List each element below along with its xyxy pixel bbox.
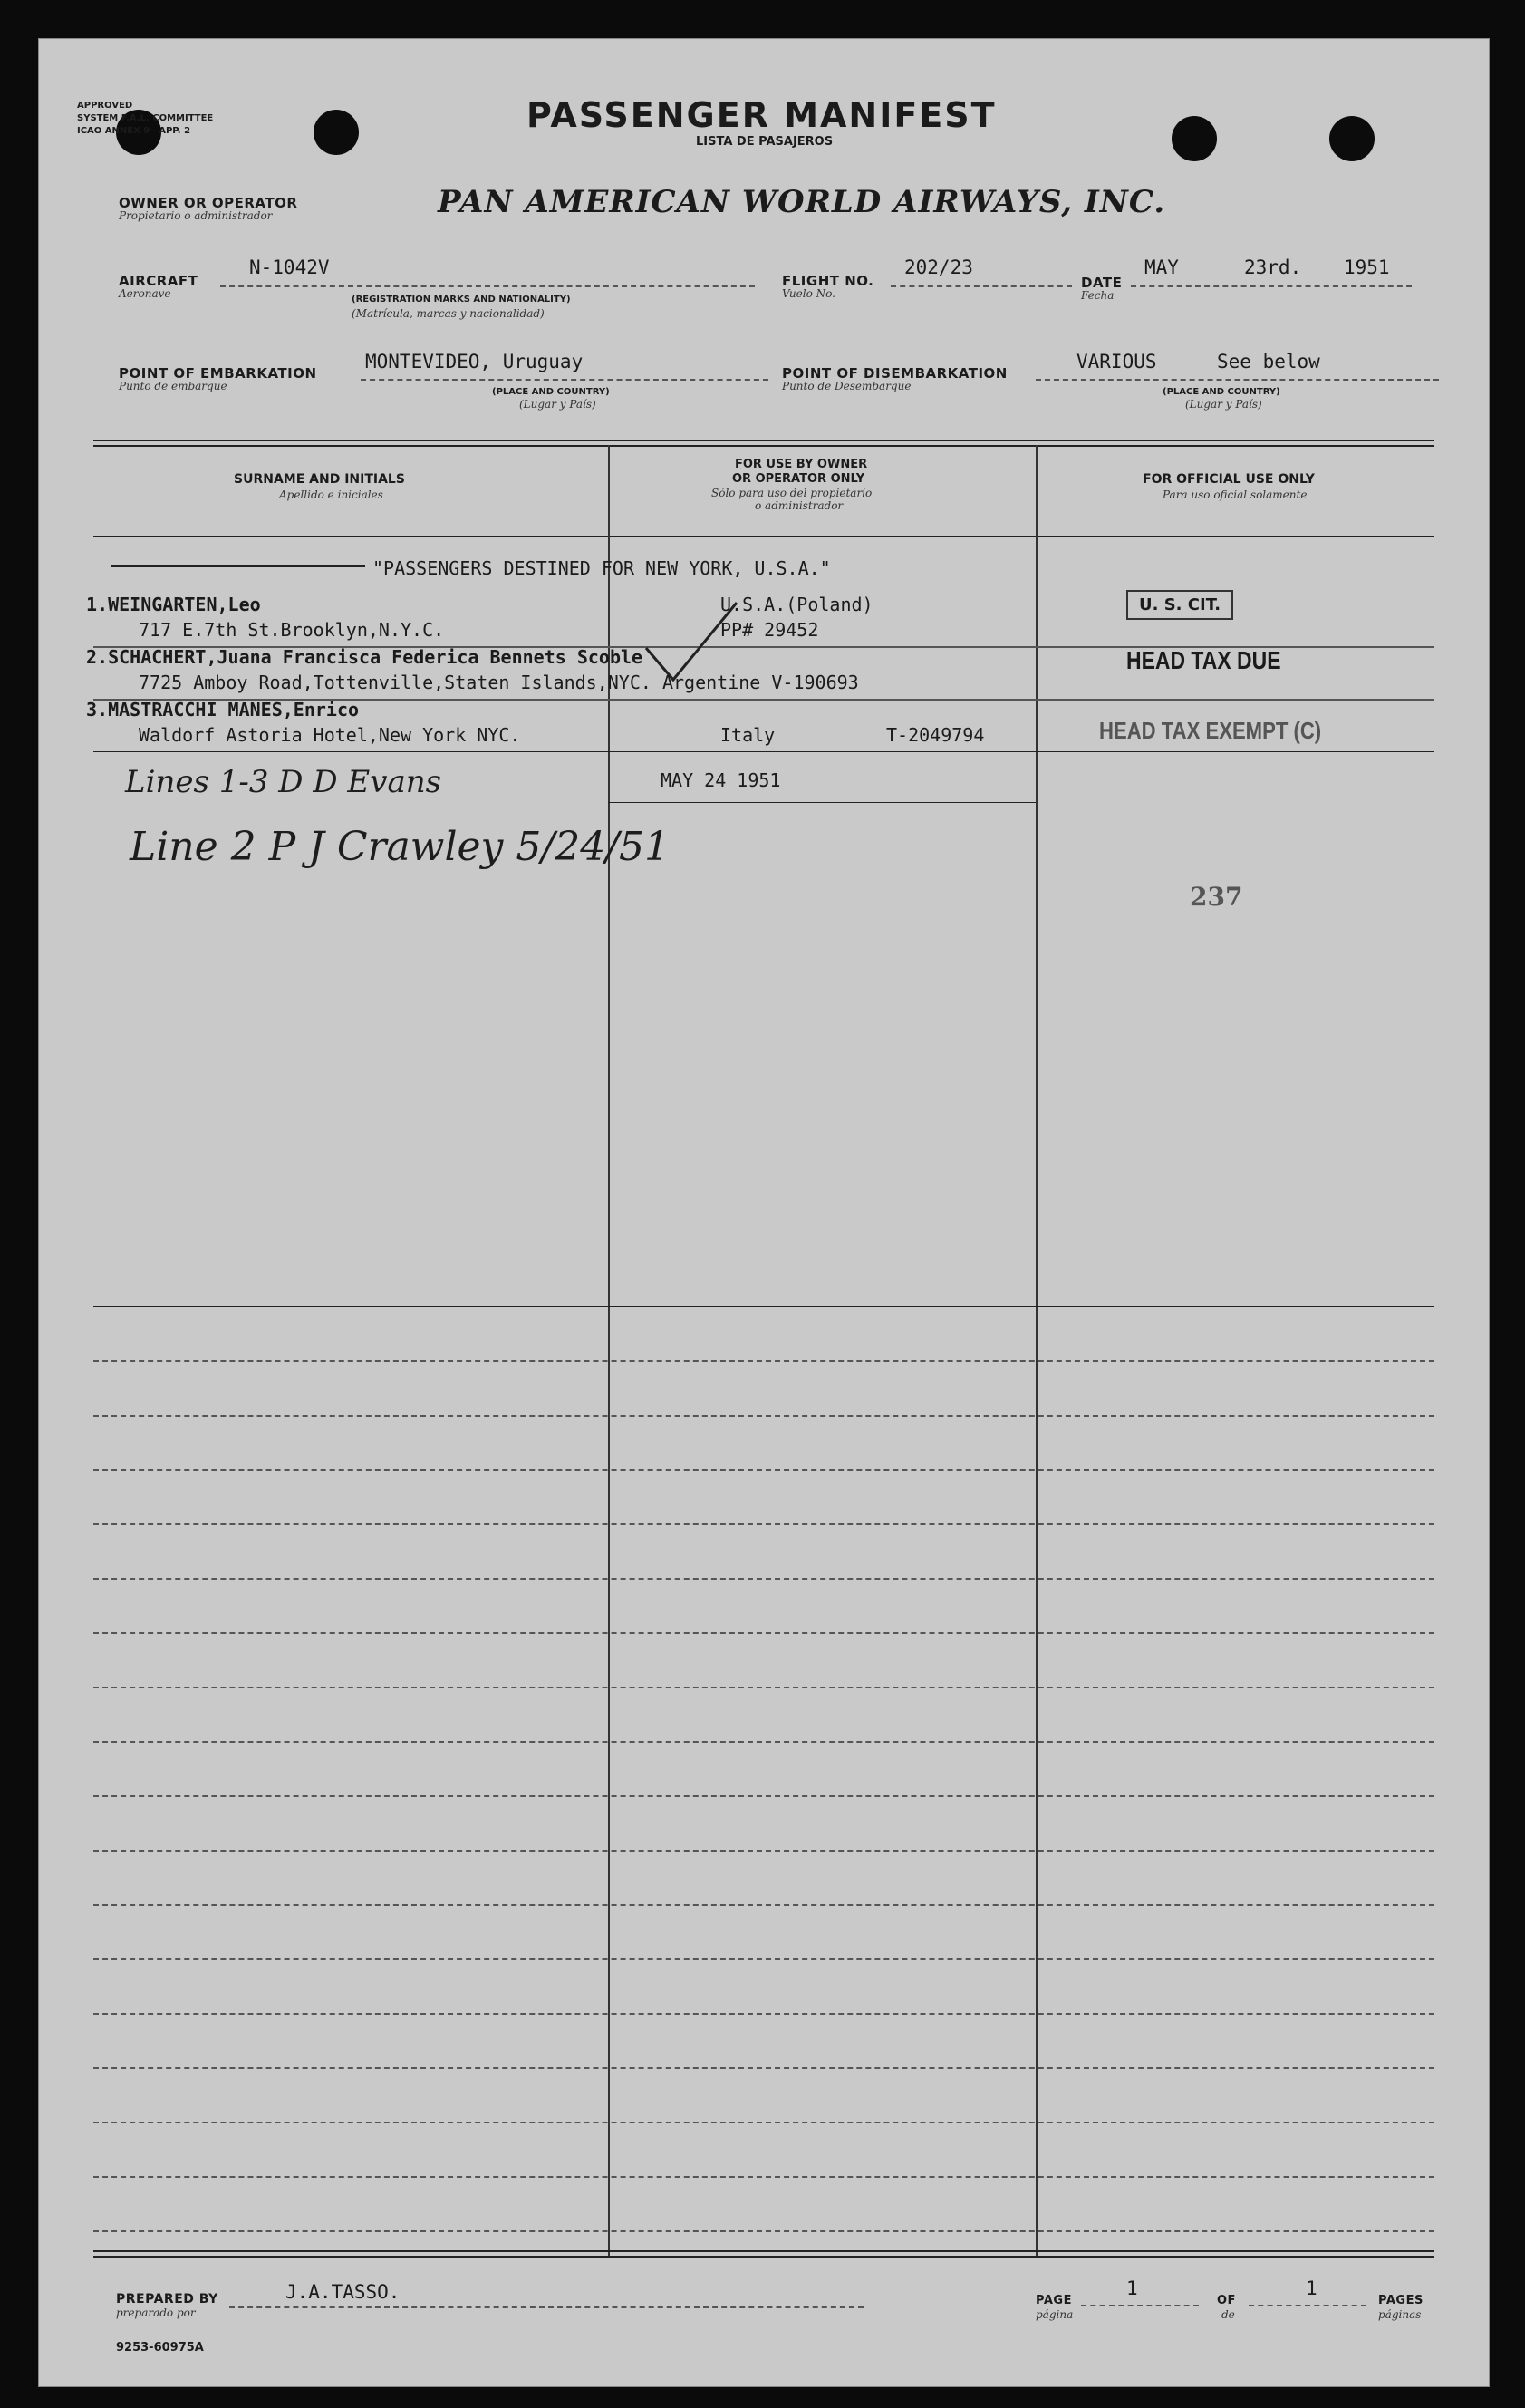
date-label: DATE (1081, 275, 1123, 291)
date-label-es: Fecha (1081, 289, 1115, 302)
page-label: PAGE (1036, 2294, 1072, 2307)
aircraft-label-es: Aeronave (119, 287, 171, 300)
hand-rule (111, 565, 365, 567)
row-rule (93, 1958, 1434, 1960)
disembarkation-label-es: Punto de Desembarque (782, 380, 912, 392)
row-rule (93, 1850, 1434, 1852)
field-underline (1081, 2305, 1199, 2306)
disembarkation-label: POINT OF DISEMBARKATION (782, 365, 1008, 382)
passenger-owner-note: Italy (720, 724, 776, 746)
row-rule (93, 1904, 1434, 1906)
row-rule (93, 1360, 1434, 1362)
header-bottom-rule (93, 536, 1434, 537)
row-rule (93, 1523, 1434, 1525)
punch-hole (1172, 116, 1217, 161)
owner-label: OWNER OR OPERATOR (119, 195, 298, 211)
approval-line: ICAO ANNEX 9—APP. 2 (77, 126, 191, 136)
punch-hole (1329, 116, 1375, 161)
field-underline (1131, 285, 1412, 287)
row-rule (93, 1306, 1434, 1307)
handwritten-lines-1-3: Lines 1-3 D D Evans (125, 764, 442, 800)
embarkation-caption: (PLACE AND COUNTRY) (492, 387, 610, 397)
table-top-rule (93, 440, 1434, 441)
passenger-owner-note: T-2049794 (886, 724, 985, 746)
col-owner-header-es: Sólo para uso del propietario (711, 487, 873, 499)
destination-line: "PASSENGERS DESTINED FOR NEW YORK, U.S.A." (372, 557, 831, 579)
prepared-label-es: preparado por (116, 2306, 196, 2319)
row-rule (93, 2122, 1434, 2123)
of-label: OF (1217, 2294, 1236, 2307)
passenger-address: Waldorf Astoria Hotel,New York NYC. (139, 724, 521, 746)
passenger-address: 7725 Amboy Road,Tottenville,Staten Islands,NYC. Argentine V-190693 (139, 672, 859, 693)
disembarkation-caption: (PLACE AND COUNTRY) (1163, 387, 1280, 397)
page-value: 1 (1126, 2277, 1138, 2299)
owner-label-es: Propietario o administrador (119, 209, 273, 222)
embarkation-value: MONTEVIDEO, Uruguay (365, 351, 584, 372)
head-tax-due-stamp: HEAD TAX DUE (1126, 646, 1281, 674)
aircraft-value: N-1042V (249, 256, 330, 278)
flight-label: FLIGHT NO. (782, 273, 874, 289)
row-rule (93, 2176, 1434, 2178)
passenger-name: 1.WEINGARTEN,Leo (86, 594, 261, 615)
punch-hole (314, 110, 359, 155)
column-divider (1036, 445, 1038, 2258)
row-rule (608, 802, 1036, 803)
flight-label-es: Vuelo No. (782, 287, 835, 300)
embarkation-label-es: Punto de embarque (119, 380, 227, 392)
form-number: 9253-60975A (116, 2341, 204, 2355)
row-rule (93, 2230, 1434, 2232)
row-rule (93, 1415, 1434, 1417)
approval-line: APPROVED (77, 101, 133, 111)
col-owner-header-es: o administrador (755, 499, 844, 512)
table-bottom-rule (93, 2256, 1434, 2258)
field-underline (1036, 379, 1439, 381)
head-tax-exempt-stamp: HEAD TAX EXEMPT (C) (1099, 717, 1322, 744)
prepared-label: PREPARED BY (116, 2292, 218, 2306)
passenger-address: 717 E.7th St.Brooklyn,N.Y.C. (139, 619, 445, 641)
col-owner-header: OR OPERATOR ONLY (732, 472, 865, 486)
aircraft-label: AIRCRAFT (119, 273, 198, 289)
pages-label-es: páginas (1378, 2308, 1422, 2321)
disembarkation-value-2: See below (1217, 351, 1320, 372)
of-label-es: de (1221, 2308, 1235, 2321)
embarkation-caption-es: (Lugar y País) (519, 398, 596, 411)
row-rule (93, 1741, 1434, 1743)
aircraft-caption-es: (Matrícula, marcas y nacionalidad) (352, 307, 545, 320)
manifest-sheet (38, 38, 1490, 2387)
table-top-rule (93, 445, 1434, 447)
disembarkation-value: VARIOUS (1076, 351, 1157, 372)
col-official-header: FOR OFFICIAL USE ONLY (1143, 472, 1315, 487)
field-underline (220, 285, 755, 287)
field-underline (891, 285, 1072, 287)
row-rule (93, 1632, 1434, 1634)
table-bottom-rule (93, 2250, 1434, 2252)
disembarkation-caption-es: (Lugar y País) (1185, 398, 1262, 411)
passenger-owner-note: PP# 29452 (720, 619, 819, 641)
col-surname-header-es: Apellido e iniciales (279, 488, 383, 501)
row-rule (93, 751, 1434, 752)
handwritten-line-2: Line 2 P J Crawley 5/24/51 (130, 824, 671, 870)
page-number-stamp: 237 (1190, 882, 1243, 912)
row-rule (93, 1795, 1434, 1797)
row-rule (93, 2067, 1434, 2069)
page-label-es: página (1036, 2308, 1074, 2321)
passenger-name: 3.MASTRACCHI MANES,Enrico (86, 699, 360, 720)
form-title-es: LISTA DE PASAJEROS (696, 135, 834, 149)
field-underline (361, 379, 768, 381)
date-day: 23rd. (1244, 256, 1302, 278)
row-rule (93, 1469, 1434, 1471)
date-stamp: MAY 24 1951 (661, 769, 781, 791)
owner-value: PAN AMERICAN WORLD AIRWAYS, INC. (438, 184, 1166, 220)
date-year: 1951 (1344, 256, 1390, 278)
prepared-value: J.A.TASSO. (285, 2281, 401, 2303)
passenger-name: 2.SCHACHERT,Juana Francisca Federica Bennets Scoble (86, 646, 643, 668)
col-official-header-es: Para uso oficial solamente (1163, 488, 1308, 501)
form-title: PASSENGER MANIFEST (526, 95, 997, 135)
embarkation-label: POINT OF EMBARKATION (119, 365, 317, 382)
us-cit-stamp: U. S. CIT. (1126, 590, 1233, 620)
col-owner-header: FOR USE BY OWNER (735, 458, 868, 471)
pages-label: PAGES (1378, 2294, 1424, 2307)
row-rule (93, 1687, 1434, 1688)
row-rule (93, 2013, 1434, 2015)
col-surname-header: SURNAME AND INITIALS (234, 472, 405, 487)
passenger-owner-note: U.S.A.(Poland) (720, 594, 873, 615)
total-pages-value: 1 (1306, 2277, 1317, 2299)
flight-value: 202/23 (904, 256, 973, 278)
approval-line: SYSTEM F.A.L. COMMITTEE (77, 113, 214, 123)
field-underline (1249, 2305, 1366, 2306)
row-rule (93, 1578, 1434, 1580)
aircraft-caption: (REGISTRATION MARKS AND NATIONALITY) (352, 295, 571, 305)
date-month: MAY (1144, 256, 1179, 278)
field-underline (229, 2306, 864, 2308)
column-divider (608, 445, 610, 2258)
